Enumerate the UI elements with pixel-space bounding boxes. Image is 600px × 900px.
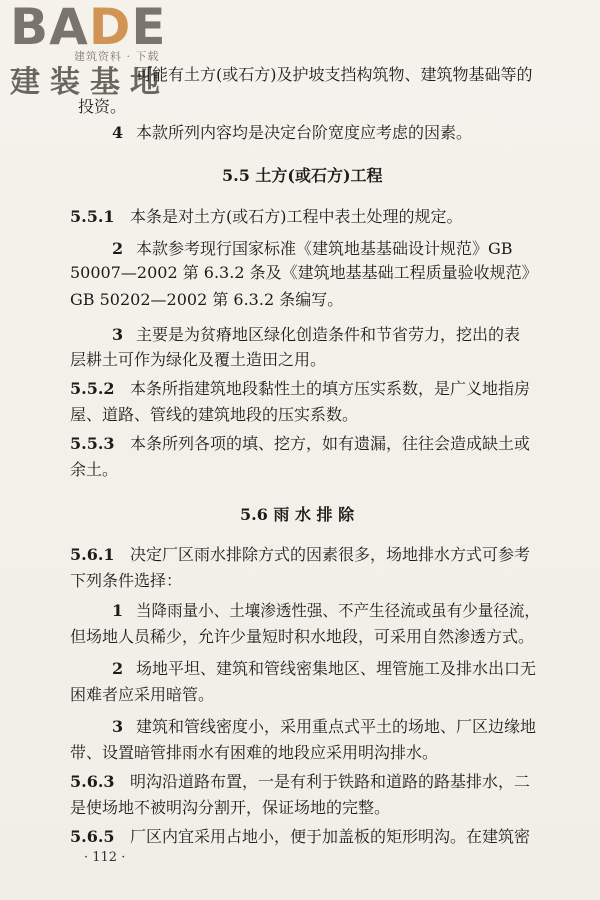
text-line: 下列条件选择： [70,571,183,590]
section-heading: 5.6 雨 水 排 除 [240,505,355,524]
text-line: 困难者应采用暗管。 [70,685,215,704]
text-line: 是使场地不被明沟分割开，保证场地的完整。 [70,798,391,817]
item-number: 4 [112,123,124,142]
text-line: GB 50202—2002 第 6.3.2 条编写。 [70,290,344,309]
text-line: 场地平坦、建筑和管线密集地区、埋管施工及排水出口无 [136,659,537,678]
clause-number: 5.5.3 [70,434,115,453]
text-line: 建筑和管线密度小，采用重点式平土的场地、厂区边缘地 [136,717,537,736]
text-line: 可能有土方(或石方)及护坡支挡构筑物、建筑物基础等的 [136,65,533,84]
text-line: 投资。 [78,97,127,116]
item-number: 3 [112,717,124,736]
text-line: 本条是对土方(或石方)工程中表土处理的规定。 [130,207,463,226]
clause-number: 5.6.3 [70,772,115,791]
clause-number: 5.6.1 [70,545,115,564]
item-number: 3 [112,325,124,344]
text-line: 层耕土可作为绿化及覆土造田之用。 [70,350,327,369]
text-line: 厂区内宜采用占地小，便于加盖板的矩形明沟。在建筑密 [130,827,531,846]
text-line: 本款所列内容均是决定台阶宽度应考虑的因素。 [136,123,473,142]
text-line: 决定厂区雨水排除方式的因素很多，场地排水方式可参考 [130,545,531,564]
logo-brand-text: BADE [10,0,167,56]
text-line: 明沟沿道路布置，一是有利于铁路和道路的路基排水，二 [130,772,531,791]
logo-subtitle: 建筑资料 · 下载 [74,50,160,63]
text-line: 带、设置暗管排雨水有困难的地段应采用明沟排水。 [70,743,439,762]
clause-number: 5.5.2 [70,379,115,398]
item-number: 2 [112,659,124,678]
item-number: 1 [112,601,124,620]
text-line: 屋、道路、管线的建筑地段的压实系数。 [70,405,359,424]
text-line: 但场地人员稀少，允许少量短时积水地段，可采用自然渗透方式。 [70,627,535,646]
section-heading: 5.5 土方(或石方)工程 [222,166,383,185]
logo-chinese-text: 建装基地 [10,65,170,100]
text-line: 本条所列各项的填、挖方，如有遗漏，往往会造成缺土或 [130,434,531,453]
text-line: 余土。 [70,460,119,479]
item-number: 2 [112,239,124,258]
text-line: 当降雨量小、土壤渗透性强、不产生径流或虽有少量径流， [136,601,540,620]
clause-number: 5.6.5 [70,827,115,846]
text-line: 50007—2002 第 6.3.2 条及《建筑地基基础工程质量验收规范》 [70,263,538,282]
watermark-logo [10,0,180,106]
clause-number: 5.5.1 [70,207,115,226]
text-line: 主要是为贫瘠地区绿化创造条件和节省劳力，挖出的表 [136,325,521,344]
text-line: 本条所指建筑地段黏性土的填方压实系数，是广义地指房 [130,379,531,398]
page-number: · 112 · [84,850,126,865]
text-line: 本款参考现行国家标准《建筑地基基础设计规范》GB [136,239,513,258]
